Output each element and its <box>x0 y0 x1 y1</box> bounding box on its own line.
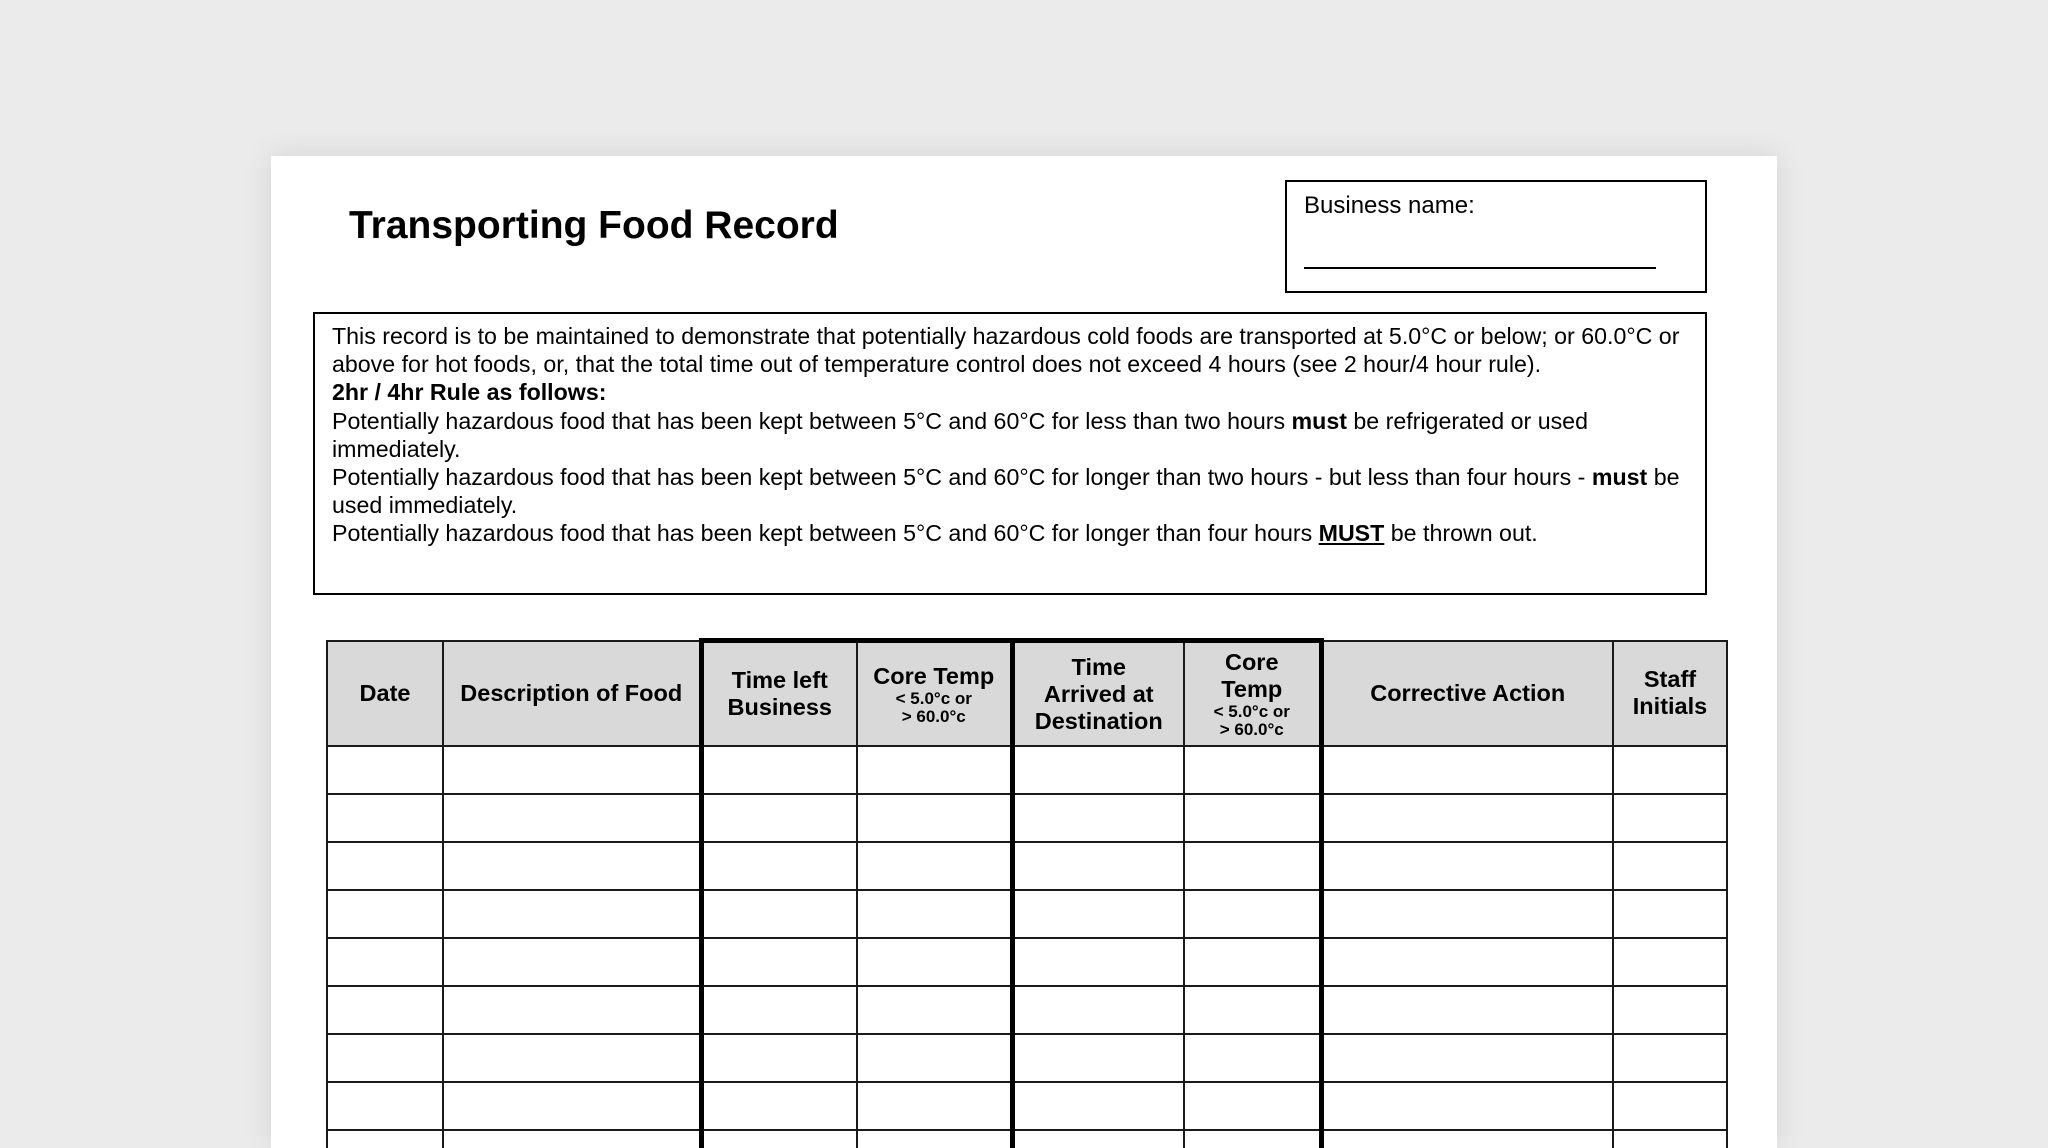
form-title: Transporting Food Record <box>349 204 839 247</box>
header-corrective-action: Corrective Action <box>1321 641 1613 747</box>
date-cell[interactable] <box>327 746 443 794</box>
date-cell[interactable] <box>327 1034 443 1082</box>
table-row <box>327 794 1727 842</box>
core-temp-arrival-cell[interactable] <box>1184 986 1321 1034</box>
core-temp-departure-cell[interactable] <box>857 1034 1012 1082</box>
core-temp-departure-cell[interactable] <box>857 890 1012 938</box>
staff-initials-cell[interactable] <box>1613 746 1727 794</box>
time-left-cell[interactable] <box>701 1130 857 1148</box>
staff-initials-cell[interactable] <box>1613 794 1727 842</box>
description-cell[interactable] <box>443 938 701 986</box>
core-temp-arrival-cell[interactable] <box>1184 794 1321 842</box>
staff-initials-cell[interactable] <box>1613 1034 1727 1082</box>
description-cell[interactable] <box>443 986 701 1034</box>
corrective-action-cell[interactable] <box>1321 986 1613 1034</box>
corrective-action-cell[interactable] <box>1321 890 1613 938</box>
time-left-cell[interactable] <box>701 890 857 938</box>
header-core-temp-departure: Core Temp < 5.0°c or > 60.0°c <box>857 641 1012 747</box>
time-arrived-cell[interactable] <box>1012 842 1184 890</box>
time-arrived-cell[interactable] <box>1012 1034 1184 1082</box>
time-arrived-cell[interactable] <box>1012 938 1184 986</box>
corrective-action-cell[interactable] <box>1321 794 1613 842</box>
time-left-cell[interactable] <box>701 986 857 1034</box>
corrective-action-cell[interactable] <box>1321 1034 1613 1082</box>
table-row <box>327 1082 1727 1130</box>
corrective-action-cell[interactable] <box>1321 1082 1613 1130</box>
core-temp-departure-cell[interactable] <box>857 746 1012 794</box>
rule-heading: 2hr / 4hr Rule as follows: <box>332 379 607 406</box>
core-temp-arrival-cell[interactable] <box>1184 842 1321 890</box>
business-name-line[interactable] <box>1304 267 1656 269</box>
header-time-left: Time left Business <box>701 641 857 747</box>
core-temp-departure-cell[interactable] <box>857 986 1012 1034</box>
staff-initials-cell[interactable] <box>1613 1130 1727 1148</box>
corrective-action-cell[interactable] <box>1321 938 1613 986</box>
header-description: Description of Food <box>443 641 701 747</box>
description-cell[interactable] <box>443 1130 701 1148</box>
time-left-cell[interactable] <box>701 746 857 794</box>
corrective-action-cell[interactable] <box>1321 746 1613 794</box>
staff-initials-cell[interactable] <box>1613 1082 1727 1130</box>
transport-record-table <box>326 638 1728 1148</box>
staff-initials-cell[interactable] <box>1613 842 1727 890</box>
date-cell[interactable] <box>327 890 443 938</box>
header-time-arrived: Time Arrived at Destination <box>1012 641 1184 747</box>
staff-initials-cell[interactable] <box>1613 986 1727 1034</box>
table-row <box>327 842 1727 890</box>
description-cell[interactable] <box>443 794 701 842</box>
table-row <box>327 986 1727 1034</box>
time-arrived-cell[interactable] <box>1012 794 1184 842</box>
date-cell[interactable] <box>327 1130 443 1148</box>
document-page <box>271 156 1777 1148</box>
time-arrived-cell[interactable] <box>1012 746 1184 794</box>
time-left-cell[interactable] <box>701 842 857 890</box>
core-temp-departure-cell[interactable] <box>857 1130 1012 1148</box>
time-left-cell[interactable] <box>701 1082 857 1130</box>
description-cell[interactable] <box>443 746 701 794</box>
time-left-cell[interactable] <box>701 794 857 842</box>
header-date: Date <box>327 641 443 747</box>
core-temp-departure-cell[interactable] <box>857 842 1012 890</box>
rule-four-hours: Potentially hazardous food that has been kept between 5°C and 60°C for longer than four hours MUST be thrown out. <box>332 520 1538 547</box>
core-temp-arrival-cell[interactable] <box>1184 1082 1321 1130</box>
table-row <box>327 1034 1727 1082</box>
core-temp-arrival-cell[interactable] <box>1184 746 1321 794</box>
date-cell[interactable] <box>327 986 443 1034</box>
description-cell[interactable] <box>443 1082 701 1130</box>
time-arrived-cell[interactable] <box>1012 1082 1184 1130</box>
header-core-temp-arrival: Core Temp < 5.0°c or > 60.0°c <box>1184 641 1321 747</box>
instructions-box <box>313 312 1707 595</box>
core-temp-departure-cell[interactable] <box>857 938 1012 986</box>
table-row <box>327 938 1727 986</box>
core-temp-arrival-cell[interactable] <box>1184 1130 1321 1148</box>
core-temp-departure-cell[interactable] <box>857 1082 1012 1130</box>
table-row <box>327 890 1727 938</box>
corrective-action-cell[interactable] <box>1321 842 1613 890</box>
table-row <box>327 1130 1727 1148</box>
corrective-action-cell[interactable] <box>1321 1130 1613 1148</box>
core-temp-arrival-cell[interactable] <box>1184 938 1321 986</box>
table-header-row <box>327 641 1727 747</box>
time-arrived-cell[interactable] <box>1012 1130 1184 1148</box>
time-left-cell[interactable] <box>701 1034 857 1082</box>
header-staff-initials: Staff Initials <box>1613 641 1727 747</box>
staff-initials-cell[interactable] <box>1613 890 1727 938</box>
core-temp-departure-cell[interactable] <box>857 794 1012 842</box>
time-arrived-cell[interactable] <box>1012 986 1184 1034</box>
table-row <box>327 746 1727 794</box>
rule-two-hours: Potentially hazardous food that has been kept between 5°C and 60°C for less than two hours must be refrigerated or used immediately. <box>332 407 1588 462</box>
time-left-cell[interactable] <box>701 938 857 986</box>
business-name-label: Business name: <box>1304 192 1475 219</box>
description-cell[interactable] <box>443 842 701 890</box>
staff-initials-cell[interactable] <box>1613 938 1727 986</box>
date-cell[interactable] <box>327 1082 443 1130</box>
description-cell[interactable] <box>443 1034 701 1082</box>
business-name-box <box>1285 180 1707 293</box>
rule-two-to-four-hours: Potentially hazardous food that has been kept between 5°C and 60°C for longer than two hours - but less than four hours - must be used immediately. <box>332 464 1680 519</box>
description-cell[interactable] <box>443 890 701 938</box>
date-cell[interactable] <box>327 794 443 842</box>
core-temp-arrival-cell[interactable] <box>1184 1034 1321 1082</box>
instructions-intro: This record is to be maintained to demonstrate that potentially hazardous cold foods are transported at 5.0°C or below; or 60.0°C or above for hot foods, or, that the total time out of temperature control does not exceed 4 hours (see 2 hour/4 hour rule). <box>332 323 1680 378</box>
time-arrived-cell[interactable] <box>1012 890 1184 938</box>
date-cell[interactable] <box>327 938 443 986</box>
core-temp-arrival-cell[interactable] <box>1184 890 1321 938</box>
date-cell[interactable] <box>327 842 443 890</box>
